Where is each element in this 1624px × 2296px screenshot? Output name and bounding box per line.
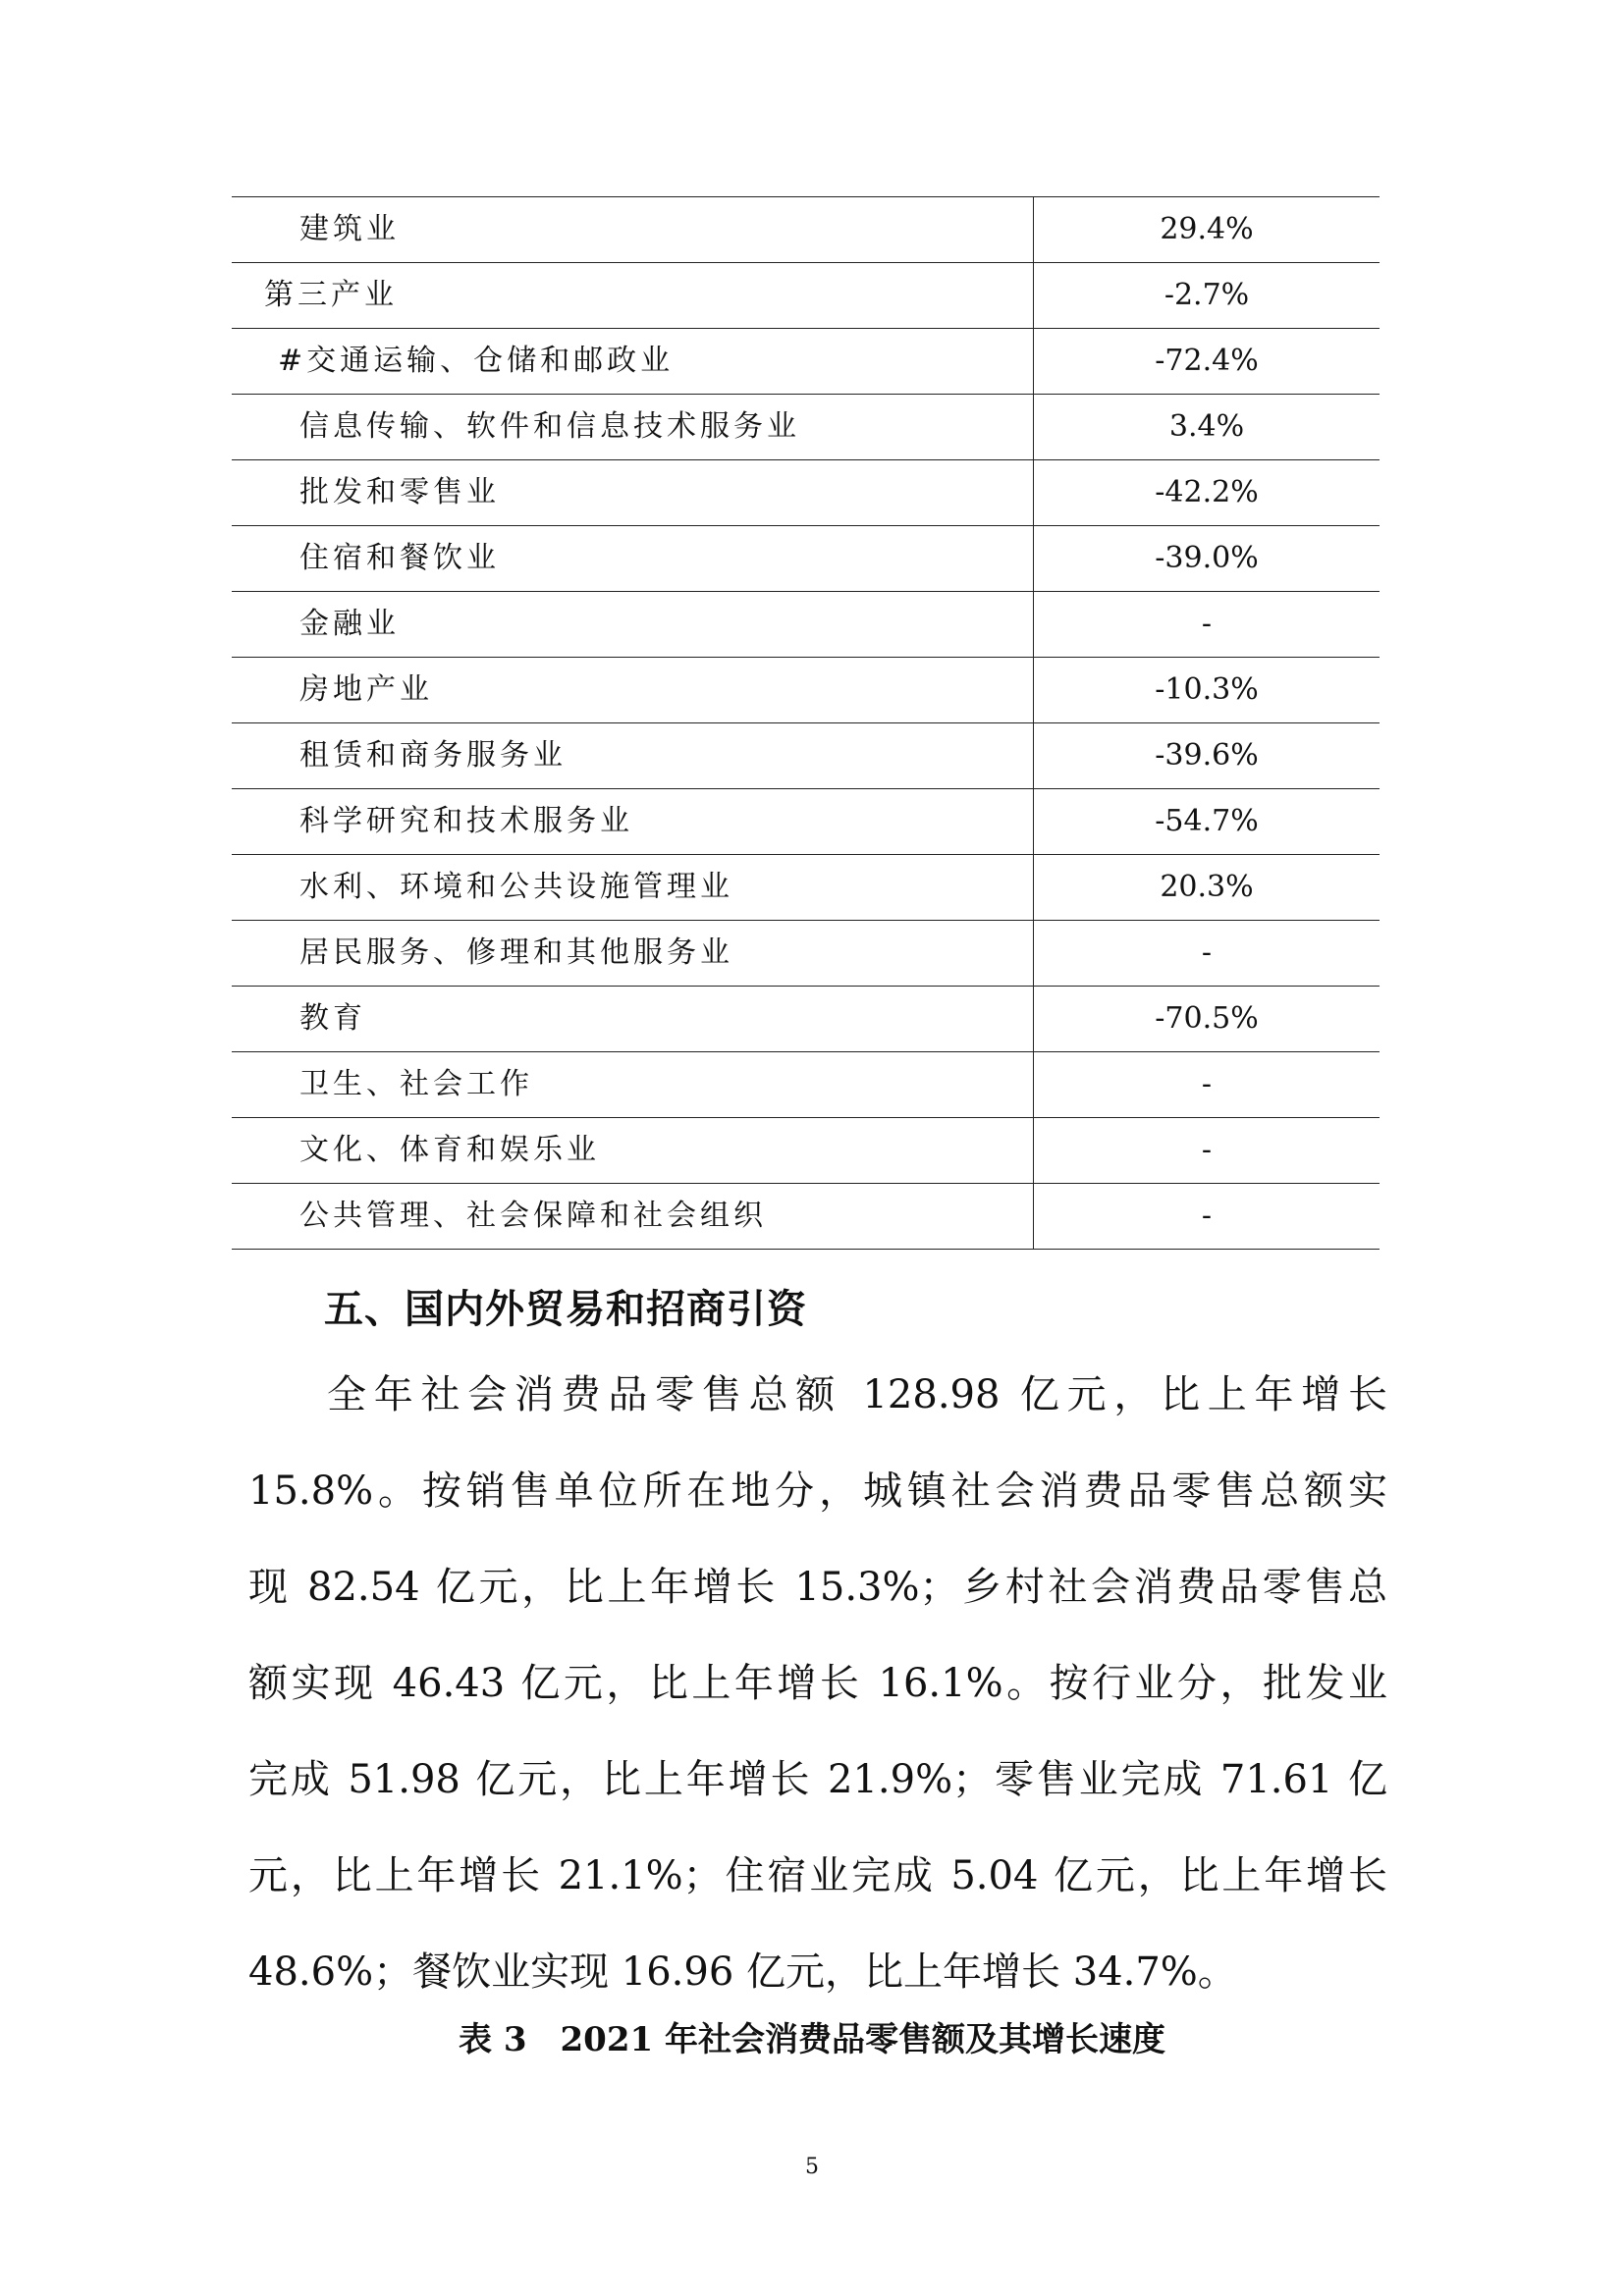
industry-name-cell: 居民服务、修理和其他服务业 (232, 921, 1034, 987)
paragraph-line: 15.8%。按销售单位所在地分，城镇社会消费品零售总额实 (248, 1468, 1387, 1514)
growth-rate-cell: -2.7% (1034, 263, 1380, 329)
industry-name-cell: 建筑业 (232, 197, 1034, 263)
table-row (232, 789, 1380, 855)
growth-rate-cell: -70.5% (1034, 987, 1380, 1052)
paragraph-line: 48.6%；餐饮业实现 16.96 亿元，比上年增长 34.7%。 (248, 1949, 1237, 1995)
industry-name-cell: #交通运输、仓储和邮政业 (232, 329, 1034, 395)
growth-rate-cell: -10.3% (1034, 658, 1380, 723)
growth-rate-cell: 3.4% (1034, 395, 1380, 460)
growth-rate-cell: -39.6% (1034, 723, 1380, 789)
growth-rate-cell: -54.7% (1034, 789, 1380, 855)
table-row (232, 526, 1380, 592)
table-row (232, 921, 1380, 987)
table-row (232, 1118, 1380, 1184)
paragraph-line: 元，比上年增长 21.1%；住宿业完成 5.04 亿元，比上年增长 (248, 1853, 1387, 1898)
body-paragraph (248, 1347, 1387, 2020)
industry-name-cell: 公共管理、社会保障和社会组织 (232, 1184, 1034, 1250)
growth-rate-cell: -39.0% (1034, 526, 1380, 592)
table-row (232, 592, 1380, 658)
table-row (232, 658, 1380, 723)
industry-name-cell: 卫生、社会工作 (232, 1052, 1034, 1118)
table-row (232, 987, 1380, 1052)
table-row (232, 197, 1380, 263)
table-body (232, 197, 1380, 1250)
table-caption: 表 3 2021 年社会消费品零售额及其增长速度 (459, 2020, 1165, 2059)
industry-name-cell: 第三产业 (232, 263, 1034, 329)
growth-rate-cell: -72.4% (1034, 329, 1380, 395)
growth-rate-cell: - (1034, 921, 1380, 987)
table-row (232, 329, 1380, 395)
industry-name-cell: 水利、环境和公共设施管理业 (232, 855, 1034, 921)
industry-name-cell: 科学研究和技术服务业 (232, 789, 1034, 855)
growth-rate-cell: 29.4% (1034, 197, 1380, 263)
industry-name-cell: 金融业 (232, 592, 1034, 658)
growth-rate-cell: - (1034, 592, 1380, 658)
table-row (232, 460, 1380, 526)
page-number: 5 (805, 2155, 819, 2179)
industry-name-cell: 教育 (232, 987, 1034, 1052)
industry-name-cell: 文化、体育和娱乐业 (232, 1118, 1034, 1184)
paragraph-line: 完成 51.98 亿元，比上年增长 21.9%；零售业完成 71.61 亿 (248, 1757, 1387, 1802)
paragraph-line: 额实现 46.43 亿元，比上年增长 16.1%。按行业分，批发业 (248, 1661, 1387, 1706)
section-heading: 五、国内外贸易和招商引资 (324, 1287, 807, 1332)
growth-rate-cell: 20.3% (1034, 855, 1380, 921)
industry-name-cell: 信息传输、软件和信息技术服务业 (232, 395, 1034, 460)
industry-name-cell: 批发和零售业 (232, 460, 1034, 526)
paragraph-line: 现 82.54 亿元，比上年增长 15.3%；乡村社会消费品零售总 (248, 1565, 1387, 1610)
table-row (232, 723, 1380, 789)
paragraph-line: 全年社会消费品零售总额 128.98 亿元，比上年增长 (327, 1372, 1387, 1417)
growth-rate-cell: - (1034, 1184, 1380, 1250)
table-row (232, 1184, 1380, 1250)
growth-rate-cell: - (1034, 1052, 1380, 1118)
growth-rate-cell: - (1034, 1118, 1380, 1184)
table-row (232, 263, 1380, 329)
industry-growth-table (232, 196, 1380, 1250)
table-row (232, 395, 1380, 460)
table-row (232, 1052, 1380, 1118)
growth-rate-cell: -42.2% (1034, 460, 1380, 526)
industry-name-cell: 租赁和商务服务业 (232, 723, 1034, 789)
table-row (232, 855, 1380, 921)
industry-name-cell: 房地产业 (232, 658, 1034, 723)
industry-name-cell: 住宿和餐饮业 (232, 526, 1034, 592)
